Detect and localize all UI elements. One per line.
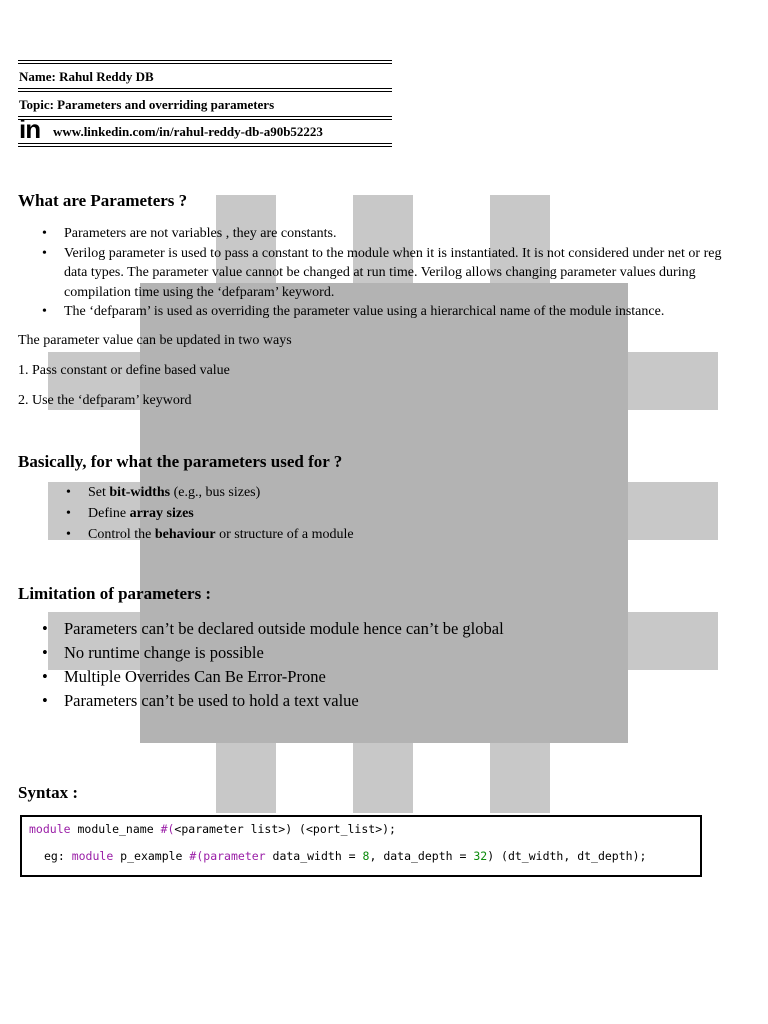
list-item <box>88 482 688 503</box>
code-keyword: #( <box>189 849 204 863</box>
heading-parameters-used-for: Basically, for what the parameters used for ? <box>18 452 343 471</box>
item-text: (e.g., bus sizes) <box>170 485 261 500</box>
parameters-uses-list <box>88 482 688 545</box>
list-item: • No runtime change is possible <box>64 641 664 665</box>
code-text: , data_depth = <box>369 849 474 863</box>
list-item <box>88 503 688 524</box>
item-text: Define <box>88 506 130 521</box>
code-text: eg: <box>44 849 72 863</box>
author-name: Name: Rahul Reddy DB <box>19 69 154 84</box>
item-bold-text: array sizes <box>129 506 194 521</box>
header-rule-2 <box>18 88 392 92</box>
code-line-1 <box>29 822 396 836</box>
header-rule-1 <box>18 60 392 64</box>
linkedin-logo-text: in <box>19 114 41 144</box>
list-item: • Parameters can’t be declared outside module hence can’t be global <box>64 617 664 641</box>
list-item: • The ‘defparam’ is used as overriding the parameter value using a hierarchical name of the module instance. <box>64 302 744 322</box>
header-rule-3 <box>18 116 392 120</box>
update-way-2: 2. Use the ‘defparam’ keyword <box>18 393 192 408</box>
code-number: 32 <box>473 849 488 863</box>
code-number: 8 <box>362 849 370 863</box>
update-way-1: 1. Pass constant or define based value <box>18 363 230 378</box>
heading-what-are-parameters: What are Parameters ? <box>18 191 188 210</box>
code-text: p_example <box>113 849 190 863</box>
list-item: • Parameters can’t be used to hold a text value <box>64 689 664 713</box>
item-bold-text: behaviour <box>154 527 216 542</box>
list-item: • Parameters are not variables , they are constants. <box>64 224 744 244</box>
header-rule-4 <box>18 143 392 147</box>
code-keyword: module <box>71 849 114 863</box>
item-bold-text: bit-widths <box>109 485 171 500</box>
list-item: • Multiple Overrides Can Be Error-Prone <box>64 665 664 689</box>
code-line-2 <box>44 849 646 863</box>
update-ways-intro: The parameter value can be updated in two ways <box>18 333 292 348</box>
linkedin-icon <box>19 114 47 144</box>
code-keyword: module <box>29 822 71 836</box>
code-keyword: parameter <box>203 849 266 863</box>
heading-limitations: Limitation of parameters : <box>18 584 212 603</box>
item-text: Control the <box>88 527 155 542</box>
parameters-definition-list <box>64 224 744 322</box>
list-item <box>88 524 688 545</box>
code-text: module_name <box>70 822 161 836</box>
linkedin-link[interactable]: www.linkedin.com/in/rahul-reddy-db-a90b52223 <box>53 124 323 139</box>
code-text: <parameter list>) (<port_list>); <box>174 822 396 836</box>
code-text: data_width = <box>265 849 363 863</box>
topic-line: Topic: Parameters and overriding parameters <box>19 97 275 112</box>
item-text: or structure of a module <box>215 527 354 542</box>
code-text: ) (dt_width, dt_depth); <box>487 849 647 863</box>
limitations-list <box>64 617 664 713</box>
syntax-code-block <box>20 815 702 877</box>
item-text: Set <box>88 485 110 500</box>
heading-syntax: Syntax : <box>18 783 78 802</box>
code-keyword: #( <box>160 822 175 836</box>
list-item: • Verilog parameter is used to pass a constant to the module when it is instantiated. It is not considered under net or reg data types. The parameter value cannot be changed at run time. Verilog allows changing parameter values during compilation time using the ‘defparam’ keyword. <box>64 244 744 303</box>
